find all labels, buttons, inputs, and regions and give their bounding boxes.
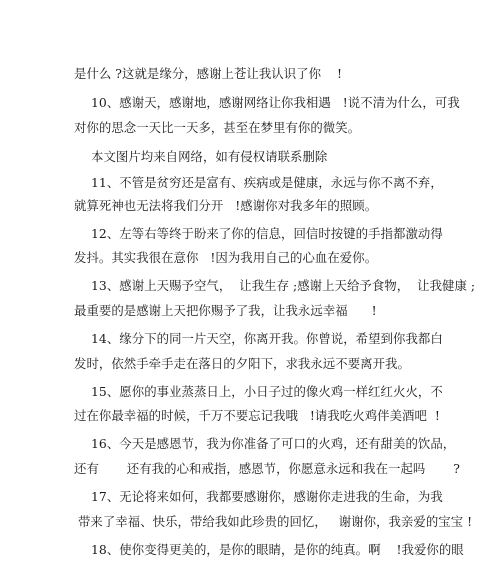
text-line: 15、愿你的事业蒸蒸日上，小日子过的像火鸡一样红红火火，不 [91,384,443,399]
text-line: 14、缘分下的同一片天空，你离开我。你曾说，希望到你我都白 [91,331,443,346]
text-line: 过在你最幸福的时候，千万不要忘记我哦 !请我吃火鸡伴美酒吧 ! [74,408,440,423]
text-line: 带来了幸福、快乐，带给我如此珍贵的回忆， 谢谢你，我亲爱的宝宝 ! [74,514,473,529]
text-line: 本文图片均来自网络，如有侵权请联系删除 [91,149,328,164]
text-line: 12、左等右等终于盼来了你的信息，回信时按键的手指都激动得 [91,226,443,241]
text-line: 发抖。其实我很在意你 !因为我用自己的心血在爱你。 [74,250,378,265]
text-line: 最重要的是感谢上天把你赐予了我，让我永远幸福 ! [74,303,377,318]
text-line: 13、感谢上天赐予空气， 让我生存 ;感谢上天给予食物， 让我健康 ; [91,278,476,293]
text-line: 就算死神也无法将我们分开 !感谢你对我多年的照顾。 [74,198,378,213]
text-line: 17、无论将来如何，我都要感谢你，感谢你走进我的生命，为我 [91,489,443,504]
text-line: 对你的思念一天比一天多，甚至在梦里有你的微笑。 [74,120,361,135]
text-line: 11、不管是贫穷还是富有、疾病或是健康，永远与你不离不弃， [91,175,443,190]
text-line: 是什么 ?这就是缘分，感谢上苍让我认识了你 ! [74,66,343,81]
text-line: 16、今天是感恩节，我为你准备了可口的火鸡，还有甜美的饮品， [91,436,456,451]
text-line: 18、使你变得更美的，是你的眼睛，是你的纯真。啊 !我爱你的眼 [91,542,464,557]
text-line: 10、感谢天，感谢地，感谢网络让你我相遇 !说不清为什么，可我 [91,95,460,110]
text-line: 还有 还有我的心和戒指，感恩节，你愿意永远和我在一起吗 ? [74,461,460,476]
text-line: 发时，依然手牵手走在落日的夕阳下，求我永远不要离开我。 [74,356,410,371]
